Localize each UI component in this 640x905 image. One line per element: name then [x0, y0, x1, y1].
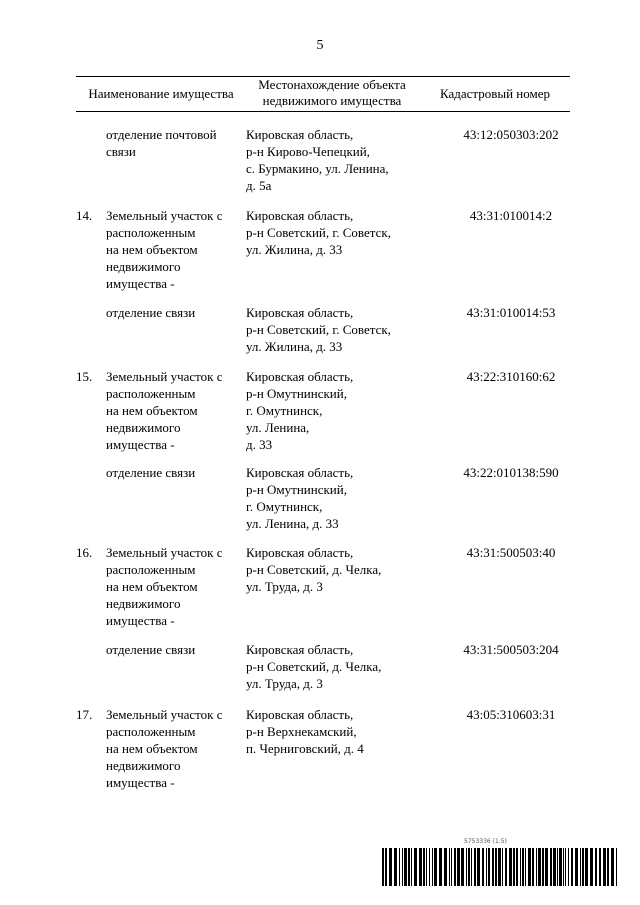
property-address: [246, 207, 421, 258]
property-name-line: расположенным: [106, 386, 196, 401]
barcode-bar: [394, 848, 397, 886]
row-number: 17.: [76, 707, 93, 722]
property-address-line: ул. Труда, д. 3: [246, 579, 323, 594]
property-address-line: р-н Омутнинский,: [246, 386, 347, 401]
barcode-bar: [505, 848, 507, 886]
property-address: [246, 304, 421, 355]
barcode-bar: [454, 848, 456, 886]
property-name-line: Земельный участок с: [106, 208, 223, 223]
barcode-bar: [616, 848, 617, 886]
property-address-line: ул. Ленина, д. 33: [246, 516, 339, 531]
barcode-bar: [449, 848, 450, 886]
barcode-bar: [461, 848, 464, 886]
property-name-line: имущества -: [106, 437, 175, 452]
property-address-line: р-н Советский, г. Советск,: [246, 225, 391, 240]
barcode-bar: [516, 848, 518, 886]
barcode-bar: [509, 848, 512, 886]
property-address-line: ул. Жилина, д. 33: [246, 339, 343, 354]
barcode-bar: [423, 848, 425, 886]
barcode-bar: [444, 848, 447, 886]
property-name-line: отделение связи: [106, 465, 196, 480]
property-address-line: ул. Ленина,: [246, 420, 310, 435]
property-name: [106, 641, 244, 658]
barcode-bar: [404, 848, 407, 886]
property-address-line: р-н Кирово-Чепецкий,: [246, 144, 370, 159]
barcode-bar: [603, 848, 606, 886]
barcode-image: [382, 848, 620, 886]
cadastral-number: 43:31:010014:53: [466, 305, 556, 320]
barcode-bar: [580, 848, 581, 886]
property-name: [106, 304, 244, 321]
property-name-line: Земельный участок с: [106, 707, 223, 722]
barcode-bar: [582, 848, 584, 886]
property-name-line: Земельный участок с: [106, 369, 223, 384]
property-address: [246, 368, 421, 453]
barcode-bar: [477, 848, 480, 886]
barcode-bar: [563, 848, 564, 886]
barcode-bar: [471, 848, 472, 886]
property-name-line: отделение связи: [106, 305, 196, 320]
barcode-bar: [492, 848, 494, 886]
property-name-line: недвижимого: [106, 420, 181, 435]
property-address-line: Кировская область,: [246, 127, 354, 142]
barcode-bar: [542, 848, 544, 886]
property-name: [106, 126, 244, 160]
barcode-bar: [399, 848, 400, 886]
barcode-bar: [482, 848, 484, 886]
barcode-bar: [408, 848, 410, 886]
header-location: [236, 77, 428, 109]
cadastral-number: 43:22:010138:590: [463, 465, 559, 480]
barcode-bar: [414, 848, 417, 886]
barcode-bar: [434, 848, 437, 886]
barcode-bar: [402, 848, 403, 886]
property-address-line: р-н Советский, д. Челка,: [246, 562, 382, 577]
property-name-line: на нем объектом: [106, 741, 198, 756]
barcode-bar: [451, 848, 452, 886]
property-address-line: Кировская область,: [246, 465, 354, 480]
property-address-line: п. Черниговский, д. 4: [246, 741, 364, 756]
barcode-bar: [457, 848, 460, 886]
property-name-line: связи: [106, 144, 136, 159]
property-address-line: г. Омутнинск,: [246, 403, 323, 418]
property-address-line: р-н Верхнекамский,: [246, 724, 357, 739]
barcode-bar: [525, 848, 526, 886]
barcode-bar: [565, 848, 566, 886]
barcode-bar: [486, 848, 487, 886]
header-cadastral: Кадастровый номер: [439, 86, 551, 101]
property-name-line: на нем объектом: [106, 403, 198, 418]
barcode-bar: [550, 848, 552, 886]
header-location-line2: недвижимого имущества: [262, 93, 402, 108]
property-address-line: Кировская область,: [246, 305, 354, 320]
barcode-bar: [595, 848, 597, 886]
barcode-bar: [528, 848, 531, 886]
cadastral-number: 43:31:010014:2: [469, 208, 553, 223]
property-name-line: недвижимого: [106, 758, 181, 773]
property-address-line: г. Омутнинск,: [246, 499, 323, 514]
barcode-bar: [607, 848, 609, 886]
barcode-bar: [532, 848, 534, 886]
barcode-bar: [429, 848, 430, 886]
barcode-bar: [538, 848, 541, 886]
property-address-line: Кировская область,: [246, 545, 354, 560]
property-address: [246, 126, 421, 194]
barcode-bar: [385, 848, 387, 886]
barcode-bar: [502, 848, 503, 886]
barcode-bar: [488, 848, 490, 886]
property-name-line: на нем объектом: [106, 242, 198, 257]
property-name-line: имущества -: [106, 276, 175, 291]
header-name: Наименование имущества: [88, 86, 234, 101]
property-name-line: имущества -: [106, 775, 175, 790]
barcode-bar: [553, 848, 556, 886]
barcode-bar: [611, 848, 614, 886]
cadastral-number: 43:12:050303:202: [463, 127, 559, 142]
barcode-bar: [571, 848, 573, 886]
property-name-line: недвижимого: [106, 596, 181, 611]
property-address-line: д. 33: [246, 437, 273, 452]
table-header-rule: [76, 111, 570, 112]
property-name: [106, 368, 244, 453]
barcode-bar: [599, 848, 601, 886]
barcode-bar: [559, 848, 562, 886]
property-name-line: Земельный участок с: [106, 545, 223, 560]
barcode-bar: [419, 848, 422, 886]
property-address-line: с. Бурмакино, ул. Ленина,: [246, 161, 389, 176]
property-address-line: Кировская область,: [246, 208, 354, 223]
barcode-bar: [495, 848, 497, 886]
property-address-line: ул. Жилина, д. 33: [246, 242, 343, 257]
property-name: [106, 544, 244, 629]
barcode-bar: [432, 848, 433, 886]
barcode-bar: [474, 848, 476, 886]
property-name: [106, 706, 244, 791]
cadastral-number: 43:31:500503:204: [463, 642, 559, 657]
row-number: 16.: [76, 545, 93, 560]
property-address-line: р-н Омутнинский,: [246, 482, 347, 497]
property-name-line: расположенным: [106, 225, 196, 240]
property-name-line: на нем объектом: [106, 579, 198, 594]
cadastral-number: 43:05:310603:31: [466, 707, 556, 722]
property-name-line: имущества -: [106, 613, 175, 628]
barcode-bar: [513, 848, 515, 886]
barcode-bar: [382, 848, 384, 886]
barcode-bar: [498, 848, 501, 886]
barcode-bar: [585, 848, 588, 886]
barcode-bar: [426, 848, 427, 886]
barcode-bar: [545, 848, 548, 886]
property-name: [106, 464, 244, 481]
barcode-text: 5753336 (1.5): [464, 838, 507, 845]
property-address-line: р-н Советский, д. Челка,: [246, 659, 382, 674]
property-address: [246, 706, 421, 757]
row-number: 14.: [76, 208, 93, 223]
property-name: [106, 207, 244, 292]
barcode-bar: [411, 848, 412, 886]
header-location-line1: Местонахождение объекта: [258, 77, 406, 92]
barcode-bar: [536, 848, 537, 886]
barcode-bar: [557, 848, 558, 886]
property-address: [246, 641, 421, 692]
barcode-bar: [575, 848, 578, 886]
barcode-bar: [466, 848, 467, 886]
property-name-line: расположенным: [106, 724, 196, 739]
barcode-bar: [522, 848, 524, 886]
property-address-line: д. 5а: [246, 178, 272, 193]
property-name-line: расположенным: [106, 562, 196, 577]
barcode-bar: [590, 848, 593, 886]
property-address-line: Кировская область,: [246, 369, 354, 384]
property-address: [246, 544, 421, 595]
cadastral-number: 43:22:310160:62: [466, 369, 556, 384]
property-address: [246, 464, 421, 532]
property-address-line: ул. Труда, д. 3: [246, 676, 323, 691]
barcode-bar: [568, 848, 569, 886]
barcode-bar: [439, 848, 442, 886]
property-name-line: недвижимого: [106, 259, 181, 274]
barcode-bar: [389, 848, 392, 886]
property-name-line: отделение почтовой: [106, 127, 217, 142]
property-address-line: Кировская область,: [246, 707, 354, 722]
barcode-bar: [468, 848, 470, 886]
property-name-line: отделение связи: [106, 642, 196, 657]
cadastral-number: 43:31:500503:40: [466, 545, 556, 560]
row-number: 15.: [76, 369, 93, 384]
property-address-line: Кировская область,: [246, 642, 354, 657]
property-address-line: р-н Советский, г. Советск,: [246, 322, 391, 337]
page-number: 5: [316, 38, 324, 53]
barcode-bar: [520, 848, 521, 886]
